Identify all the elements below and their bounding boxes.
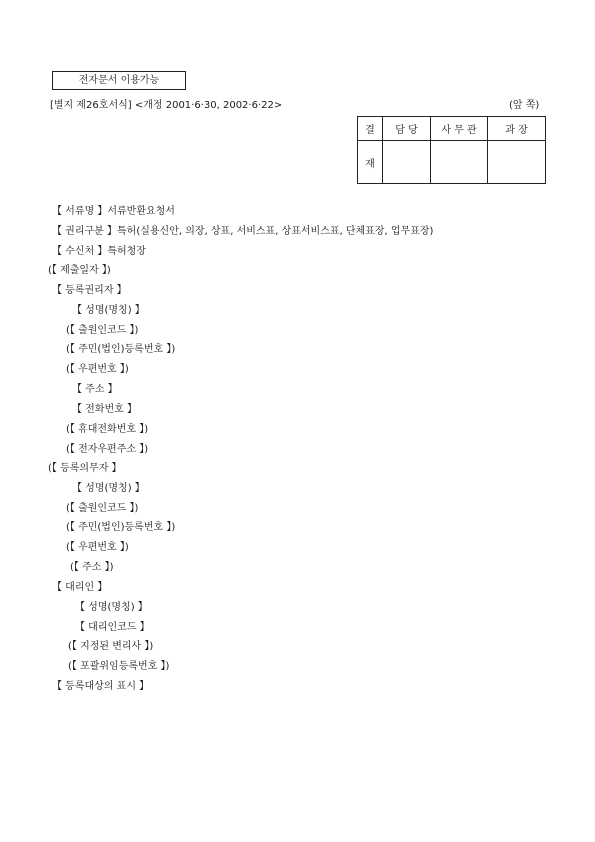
field-registration-subject: 【 등록대상의 표시 】 <box>52 681 150 692</box>
field-comprehensive-delegation-number: (【 포괄위임등록번호 】) <box>68 661 170 672</box>
field-obligor-id-number: (【 주민(법인)등록번호 】) <box>66 522 176 533</box>
form-header-line: [별지 제26호서식] <개정 2001·6·30, 2002·6·22> <box>50 100 283 111</box>
field-holder-phone: 【 전화번호 】 <box>72 404 137 415</box>
field-holder-address: 【 주소 】 <box>72 384 118 395</box>
field-agent: 【 대리인 】 <box>52 582 108 593</box>
approval-label-top: 결 <box>358 117 383 141</box>
approval-header-officer: 사 무 관 <box>431 117 488 141</box>
approval-table <box>357 116 546 184</box>
field-holder-email: (【 전자우편주소 】) <box>66 444 149 455</box>
field-agent-code: 【 대리인코드 】 <box>75 622 150 633</box>
field-obligor-applicant-code: (【 출원인코드 】) <box>66 503 139 514</box>
field-holder-id-number: (【 주민(법인)등록번호 】) <box>66 344 176 355</box>
field-holder-name: 【 성명(명칭) 】 <box>72 305 145 316</box>
field-registration-holder: 【 등록권리자 】 <box>52 285 127 296</box>
field-registration-obligor: (【 등록의무자 】 <box>48 463 122 474</box>
approval-stamp-staff[interactable] <box>383 141 431 184</box>
approval-label-bottom: 재 <box>358 141 383 184</box>
field-holder-postal-code: (【 우편번호 】) <box>66 364 129 375</box>
approval-stamp-officer[interactable] <box>431 141 488 184</box>
field-agent-name: 【 성명(명칭) 】 <box>75 602 148 613</box>
field-document-name: 【 서류명 】서류반환요청서 <box>52 206 175 217</box>
field-obligor-postal-code: (【 우편번호 】) <box>66 542 129 553</box>
field-right-type: 【 권리구분 】특허(실용신안, 의장, 상표, 서비스표, 상표서비스표, 단체표장, 업무표장) <box>52 226 434 237</box>
field-obligor-name: 【 성명(명칭) 】 <box>72 483 145 494</box>
electronic-document-badge: 전자문서 이용가능 <box>52 71 186 90</box>
approval-header-chief: 과 장 <box>488 117 546 141</box>
field-holder-mobile: (【 휴대전화번호 】) <box>66 424 149 435</box>
field-designated-attorney: (【 지정된 변리사 】) <box>68 641 154 652</box>
page-side-label: (앞 쪽) <box>509 100 540 111</box>
field-holder-applicant-code: (【 출원인코드 】) <box>66 325 139 336</box>
field-obligor-address: (【 주소 】) <box>70 562 114 573</box>
approval-header-staff: 담 당 <box>383 117 431 141</box>
field-submission-date: (【 제출일자 】) <box>48 265 111 276</box>
field-recipient: 【 수신처 】특허청장 <box>52 246 146 257</box>
approval-stamp-chief[interactable] <box>488 141 546 184</box>
